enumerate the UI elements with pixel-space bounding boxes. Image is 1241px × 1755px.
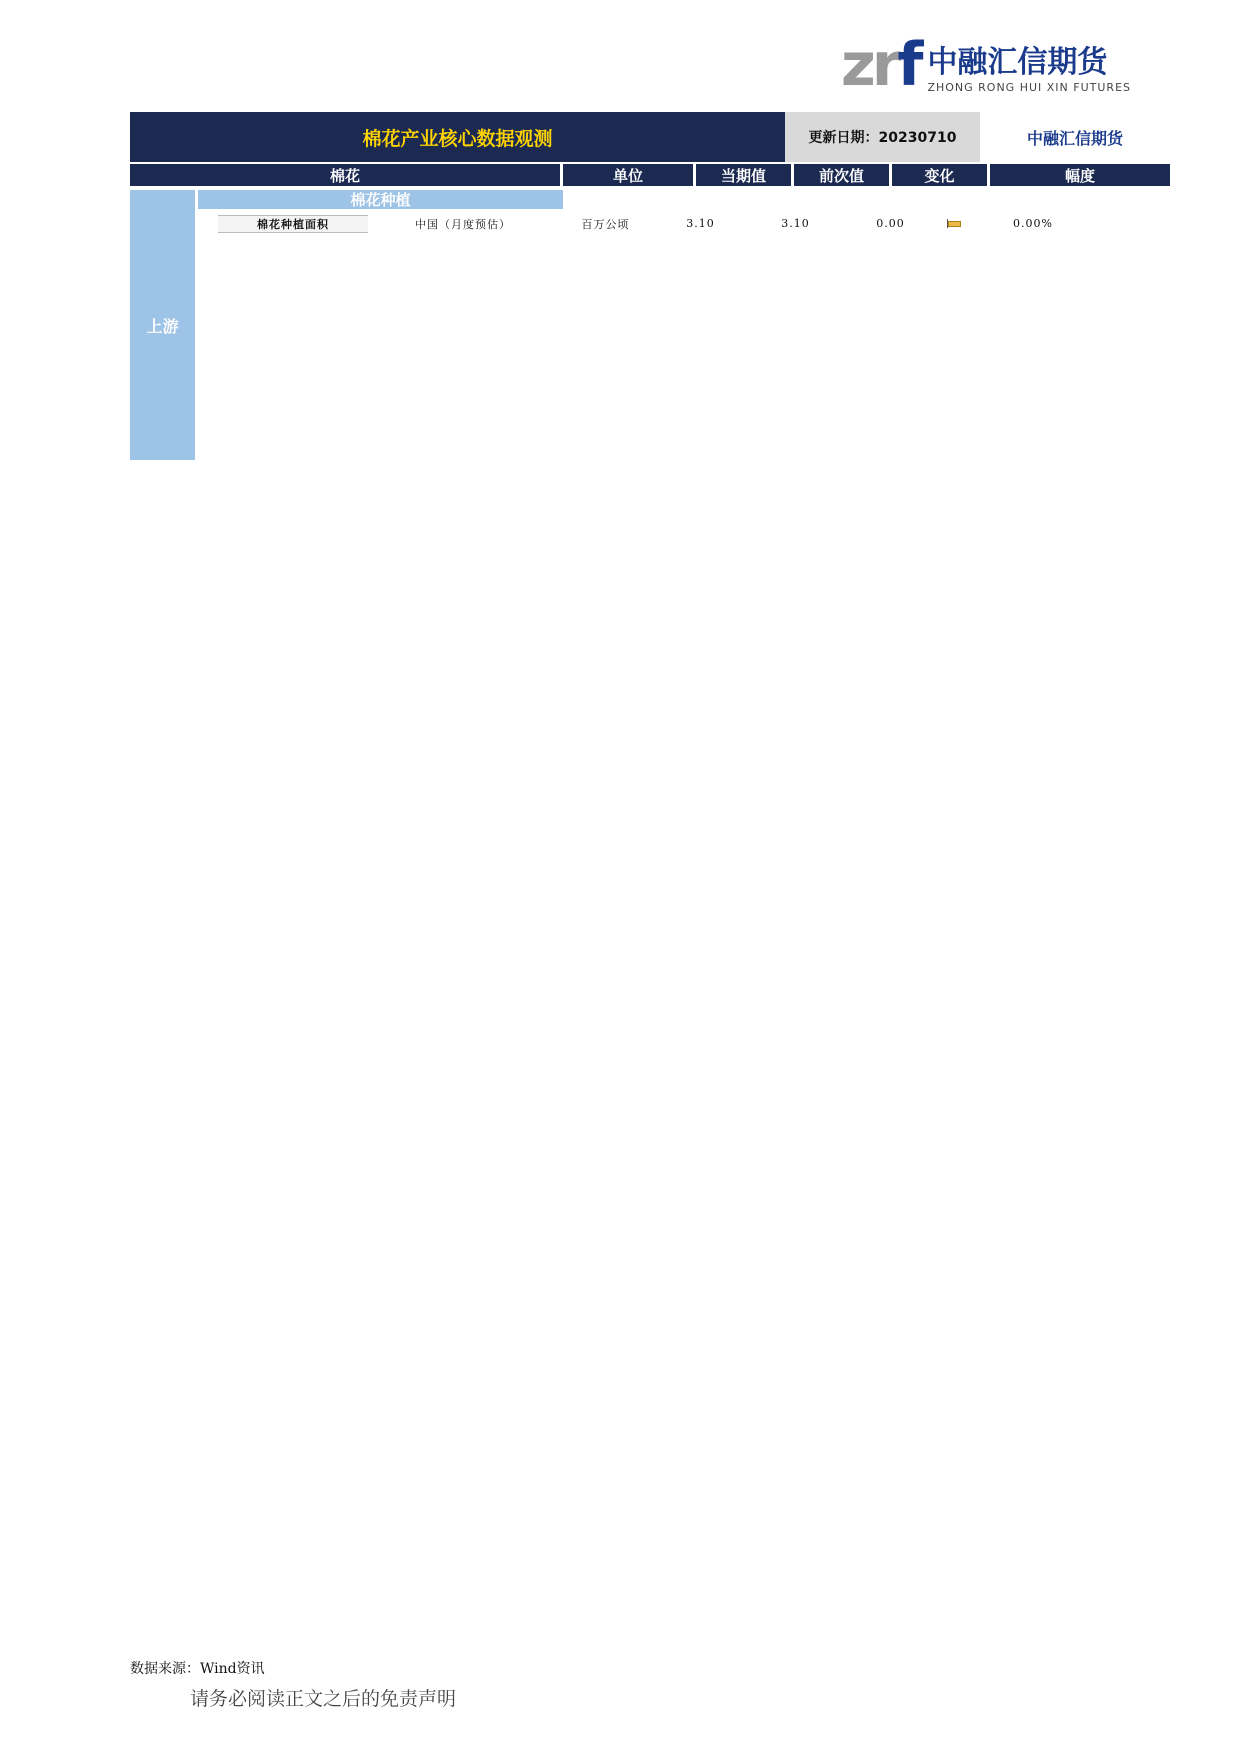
logo-en: ZHONG RONG HUI XIN FUTURES [927,80,1131,94]
previous-cell: 3.10 [781,217,810,230]
rows-planting [218,214,1162,233]
table-row [218,214,1162,233]
company-logo [841,30,1131,100]
pct-cell: 0.00% [1013,217,1053,230]
logo-cn: 中融汇信期货 [927,44,1108,80]
section-planting: 棉花种植 [198,190,563,209]
update-date: 更新日期：20230710 [785,112,980,162]
flat-flag-icon [947,219,960,227]
logo-mark: zrf [840,30,920,100]
change-cell: 0.00 [876,217,905,230]
page-title: 棉花产业核心数据观测 [130,112,785,162]
disclaimer-note: 请务必阅读正文之后的免责声明 [190,1688,457,1710]
current-cell: 3.10 [686,217,715,230]
title-bar [130,112,1170,162]
header-previous: 前次值 [794,164,889,186]
header-category: 棉花 [130,164,560,186]
band-upstream: 上游 [130,190,195,460]
header-pct: 幅度 [990,164,1170,186]
table-header [130,164,1170,186]
title-logo: 中融汇信期货 [980,112,1170,162]
unit-cell: 百万公顷 [581,217,630,231]
sub-label: 中国（月度预估） [415,217,511,231]
data-source: 数据来源：Wind资讯 [130,1661,265,1677]
header-unit: 单位 [563,164,693,186]
header-change: 变化 [892,164,987,186]
header-current: 当期值 [696,164,791,186]
item-label: 棉花种植面积 [218,215,368,233]
